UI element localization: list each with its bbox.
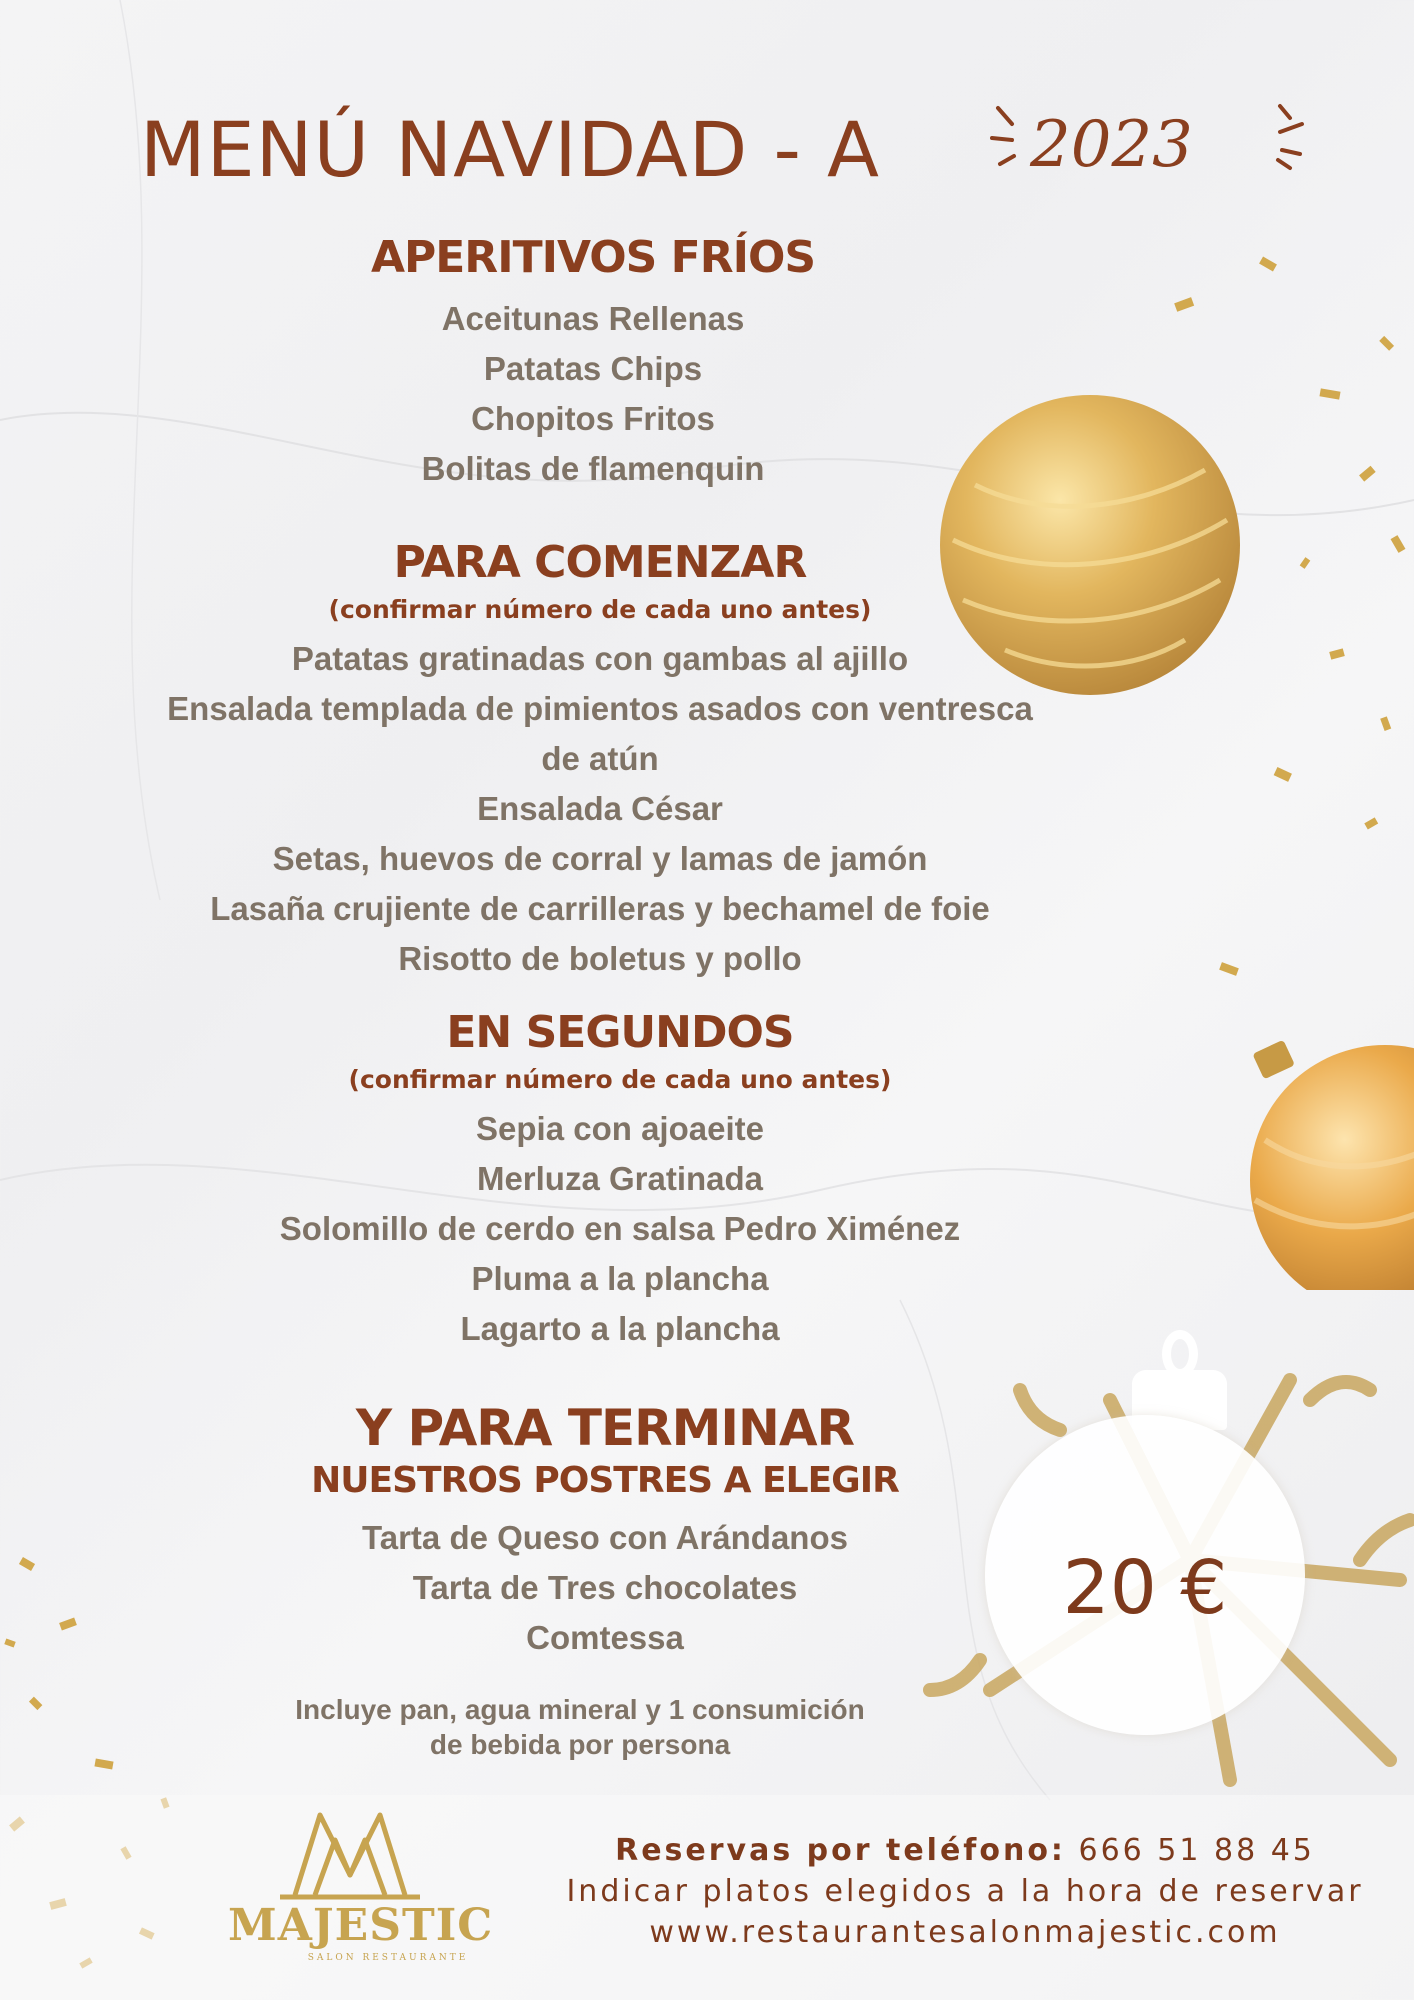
contact-info [535, 1830, 1395, 1953]
menu-price: 20 € [1062, 1545, 1228, 1631]
section-title: APERITIVOS FRÍOS [370, 232, 816, 283]
section-note: (confirmar número de cada uno antes) [328, 594, 872, 624]
gold-bauble-icon [1245, 1030, 1414, 1290]
dish-item: Patatas gratinadas con gambas al ajillo [291, 639, 909, 677]
dish-list [293, 294, 893, 494]
section-aperitivos [293, 233, 893, 494]
dish-list [120, 634, 1080, 984]
reservation-line [535, 1830, 1395, 1871]
menu-title: MENÚ NAVIDAD - A [140, 105, 881, 194]
phone-number[interactable]: 666 51 88 45 [1078, 1833, 1315, 1868]
section-note: (confirmar número de cada uno antes) [348, 1064, 892, 1094]
dish-item: Lagarto a la plancha [460, 1309, 780, 1347]
dish-item: Lasaña crujiente de carrilleras y bechamel de foie [210, 889, 990, 927]
dish-item: Bolitas de flamenquin [421, 449, 765, 487]
section-title: PARA COMENZAR [393, 537, 807, 588]
dish-item: Sepia con ajoaeite [476, 1109, 764, 1147]
section-subtitle: NUESTROS POSTRES A ELEGIR [311, 1459, 899, 1501]
dish-item: Comtessa [526, 1618, 684, 1656]
dish-item: Risotto de boletus y pollo [398, 939, 802, 977]
dish-list [220, 1104, 1020, 1354]
dish-item: Ensalada templada de pimientos asados con ventresca [167, 689, 1033, 727]
website-link[interactable]: www.restaurantesalonmajestic.com [649, 1915, 1281, 1950]
dish-item: Pluma a la plancha [471, 1259, 769, 1297]
dish-item: Chopitos Fritos [471, 399, 715, 437]
dish-item: Aceitunas Rellenas [441, 299, 745, 337]
dish-item: Patatas Chips [483, 349, 703, 387]
section-title: Y PARA TERMINAR [355, 1399, 855, 1457]
dish-item: Ensalada César [477, 789, 723, 827]
dish-item: Setas, huevos de corral y lamas de jamón [272, 839, 928, 877]
menu-year: 2023 [1030, 108, 1193, 182]
section-postres [250, 1400, 960, 1663]
section-para-comenzar [120, 538, 1080, 984]
section-en-segundos [220, 1008, 1020, 1354]
dish-list [250, 1513, 960, 1663]
logo-name: MAJESTIC [228, 1900, 494, 1951]
reservation-label: Reservas por teléfono: [615, 1833, 1066, 1868]
includes-note: Incluye pan, agua mineral y 1 consumición de bebida por persona [295, 1694, 865, 1760]
dish-item: Tarta de Tres chocolates [412, 1568, 798, 1606]
dish-item: Solomillo de cerdo en salsa Pedro Ximénez [279, 1209, 961, 1247]
section-title: EN SEGUNDOS [446, 1007, 794, 1058]
dish-item: Tarta de Queso con Arándanos [362, 1518, 848, 1556]
reservation-instruction: Indicar platos elegidos a la hora de reservar [566, 1874, 1364, 1909]
dish-item: Merluza Gratinada [476, 1159, 764, 1197]
dish-item: de atún [541, 739, 659, 777]
logo-subtitle: SALON RESTAURANTE [307, 1953, 469, 1963]
